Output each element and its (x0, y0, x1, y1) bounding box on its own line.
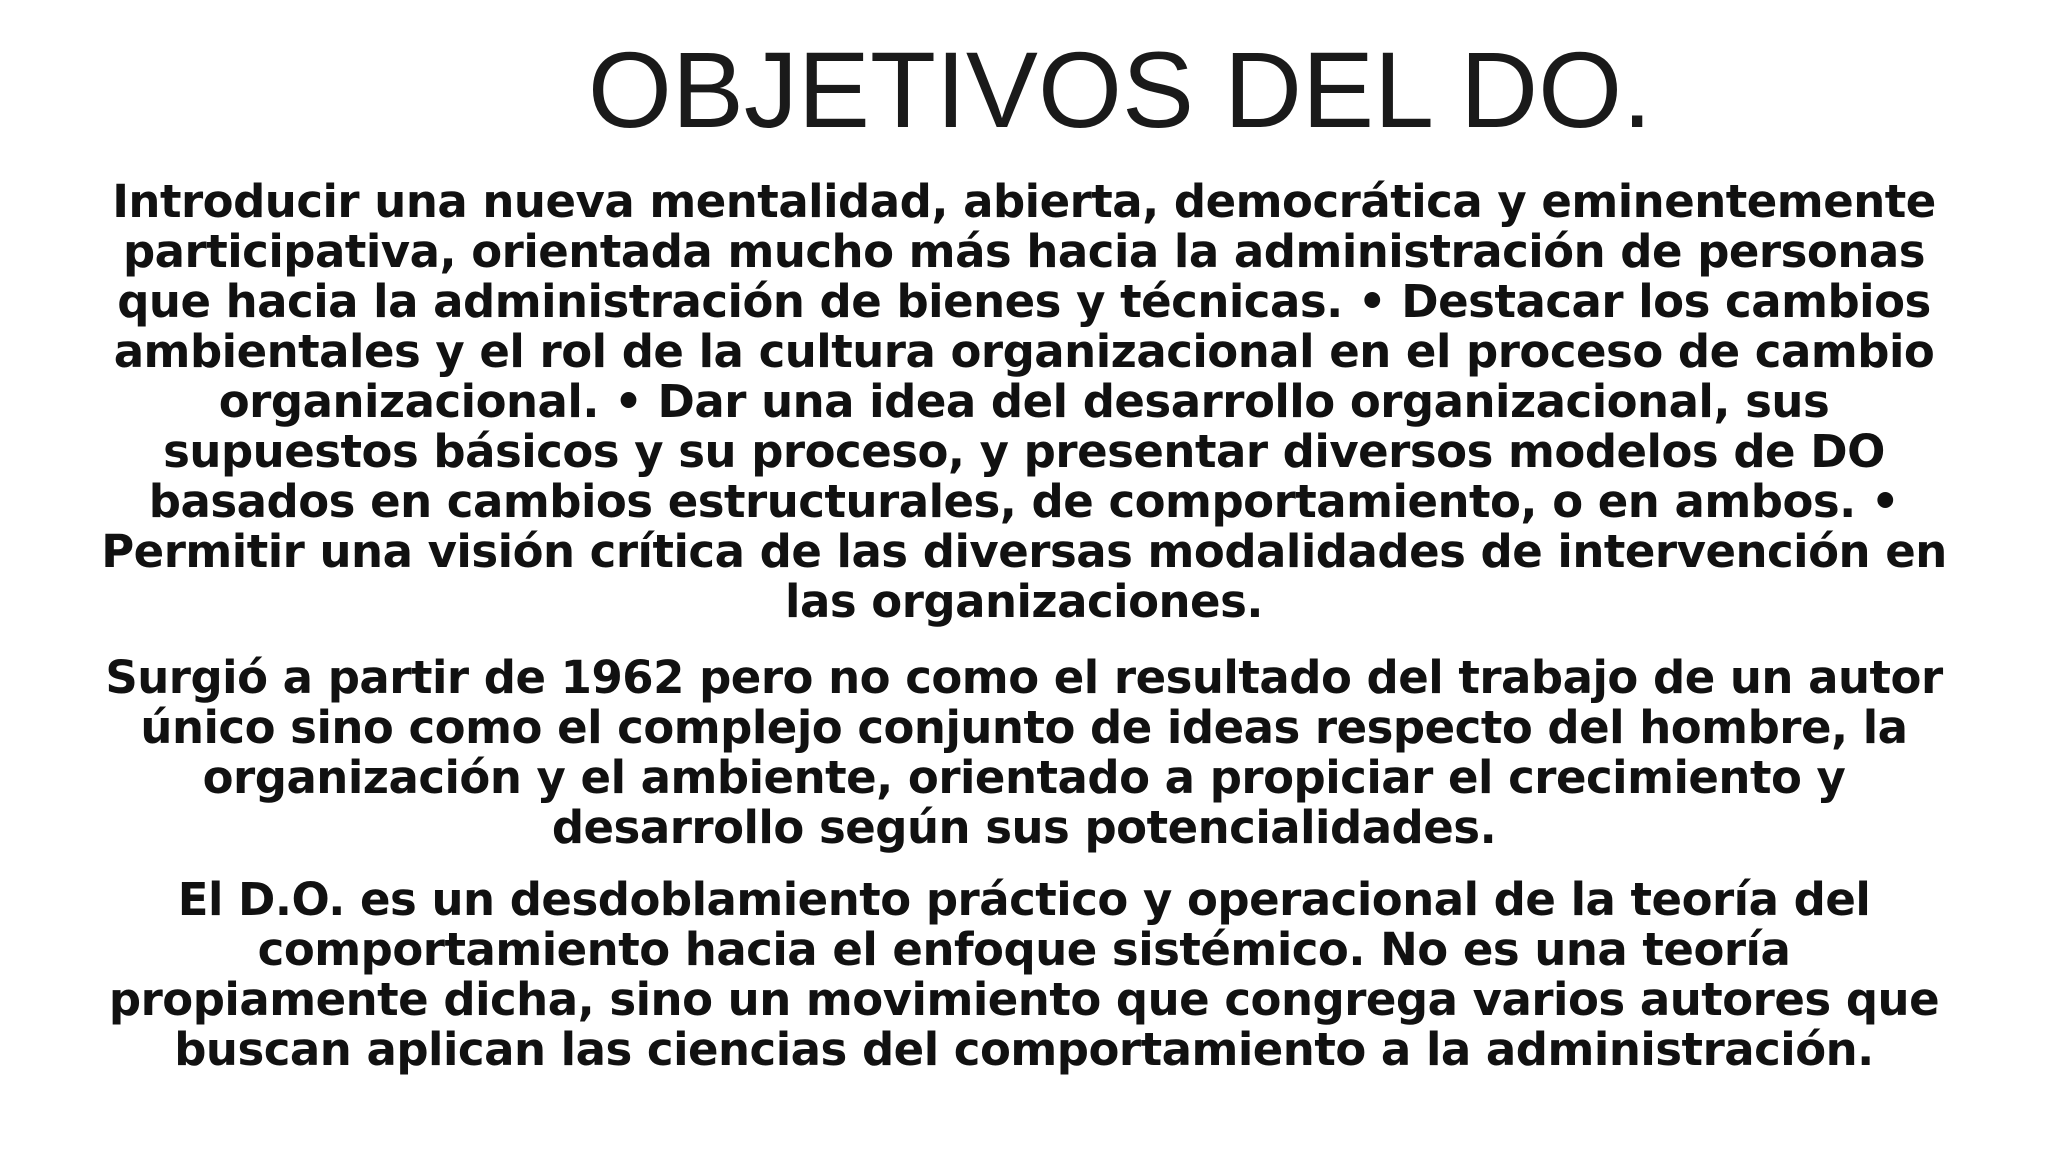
paragraph-objetivos: Introducir una nueva mentalidad, abierta, democrática y eminentemente participativa, orientada mucho más hacia la administración de personas que hacia la administración de bienes y técnicas. • Destacar los cambios ambientales y el rol de la cultura organizacional en el proceso de cambio organizacional. • Dar una idea del desarrollo organizacional, sus supuestos básicos y su proceso, y presentar diversos modelos de DO basados en cambios estructurales, de comportamiento, o en ambos. • Permitir una visión crítica de las diversas modalidades de intervención en las organizaciones. (101, 175, 1947, 628)
slide-title: OBJETIVOS DEL DO. (587, 29, 1653, 150)
paragraph-definicion: El D.O. es un desdoblamiento práctico y operacional de la teoría del comportamiento hacia el enfoque sistémico. No es una teoría propiamente dicha, sino un movimiento que congrega varios autores que buscan aplican las ciencias del comportamiento a la administración. (108, 873, 1940, 1076)
paragraph-origen: Surgió a partir de 1962 pero no como el resultado del trabajo de un autor único sino como el complejo conjunto de ideas respecto del hombre, la organización y el ambiente, orientado a propiciar el crecimiento y desarrollo según sus potencialidades. (105, 651, 1943, 854)
